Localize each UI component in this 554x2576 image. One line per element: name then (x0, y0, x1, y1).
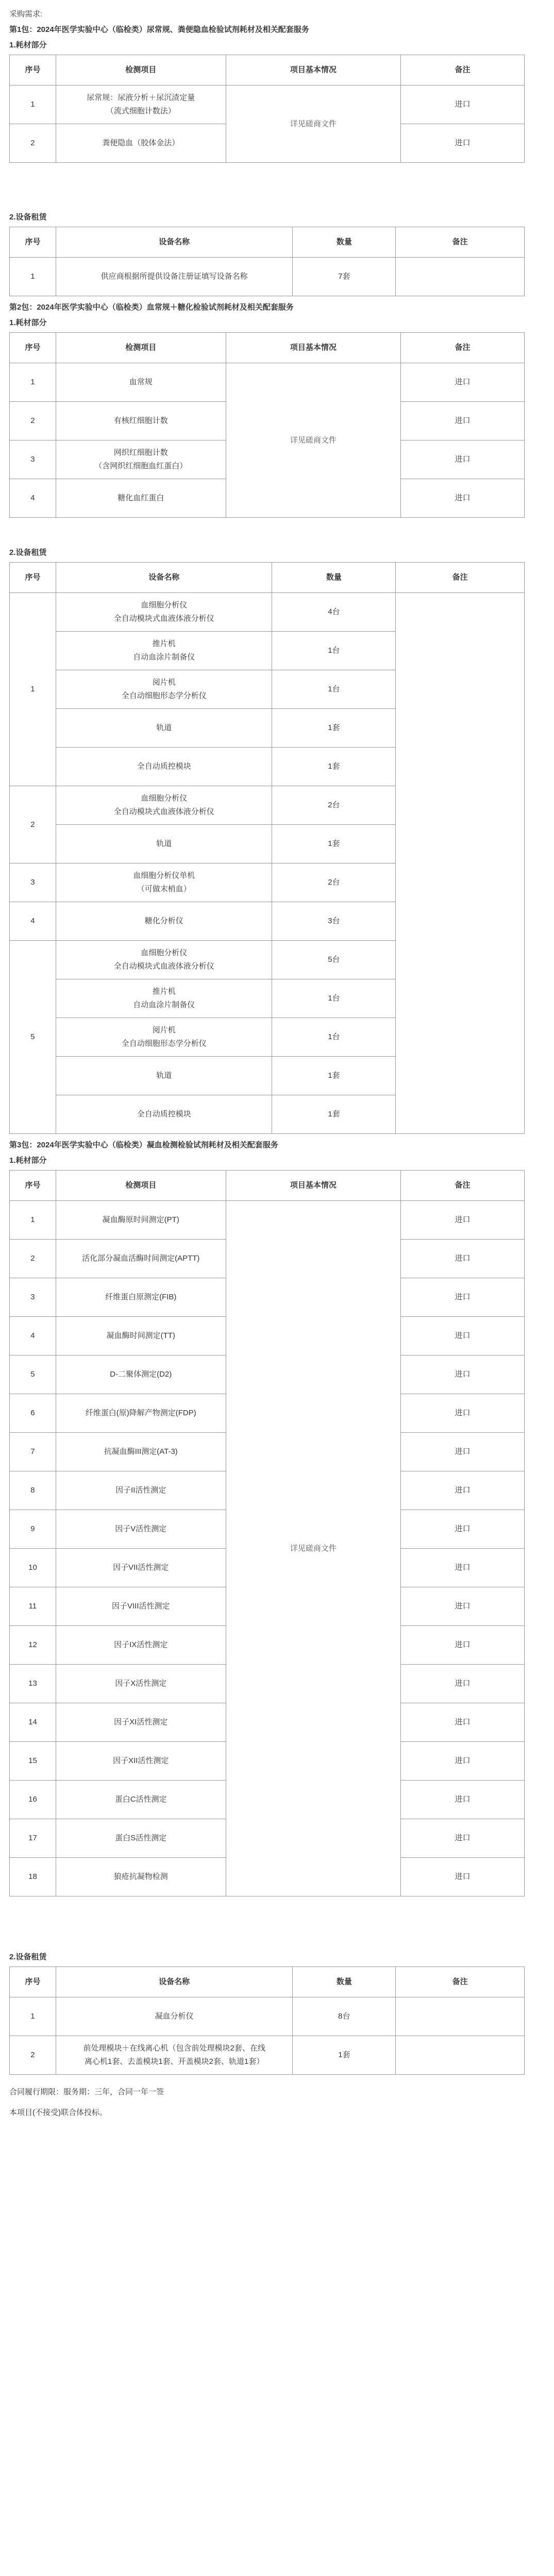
row-index: 5 (10, 1355, 56, 1394)
header-device-name: 设备名称 (56, 1967, 293, 1997)
header-remark: 备注 (396, 563, 525, 593)
test-item: 网织红细胞计数 （含网织红细胞血红蛋白） (56, 440, 226, 479)
basic-info-desc: 详见磋商文件 (226, 86, 401, 163)
row-index: 1 (10, 1201, 56, 1240)
joint-bid-text: 本项目(不接受)联合体投标。 (9, 2108, 107, 2117)
test-item: 蛋白S活性测定 (56, 1819, 226, 1858)
remark: 进口 (401, 1433, 525, 1471)
header-basic-info: 项目基本情况 (226, 1171, 401, 1201)
row-index: 14 (10, 1703, 56, 1742)
device-name: 供应商根据所提供设备注册证填写设备名称 (56, 258, 293, 296)
test-item: 因子VII活性测定 (56, 1549, 226, 1587)
row-index: 4 (10, 479, 56, 518)
row-index: 16 (10, 1781, 56, 1819)
header-index: 序号 (10, 227, 56, 258)
device-name: 血细胞分析仪 全自动模块式血液体液分析仪 (56, 786, 272, 825)
test-item: 凝血酶时间测定(TT) (56, 1317, 226, 1355)
package-2-consumables-heading: 1.耗材部分 (9, 318, 47, 327)
remark: 进口 (401, 1587, 525, 1626)
package-1-consumables-heading: 1.耗材部分 (9, 41, 47, 49)
package-3-consumables-table (9, 1170, 525, 1896)
test-item: 狼疮抗凝物检测 (56, 1858, 226, 1896)
table-row (10, 2036, 525, 2075)
header-index: 序号 (10, 1967, 56, 1997)
device-name: 血细胞分析仪单机 （可做末梢血） (56, 863, 272, 902)
device-name: 推片机 自动血涂片制备仪 (56, 979, 272, 1018)
table-row (10, 86, 525, 124)
row-index: 3 (10, 1278, 56, 1317)
header-test-item: 检测项目 (56, 333, 226, 363)
remark: 进口 (401, 402, 525, 440)
test-item: 凝血酶原时间测定(PT) (56, 1201, 226, 1240)
remark: 进口 (401, 1819, 525, 1858)
remark: 进口 (401, 1510, 525, 1549)
device-name: 阅片机 全自动细胞形态学分析仪 (56, 670, 272, 709)
remark: 进口 (401, 479, 525, 518)
test-item: 有核红细胞计数 (56, 402, 226, 440)
header-basic-info: 项目基本情况 (226, 333, 401, 363)
remark: 进口 (401, 1394, 525, 1433)
device-name: 血细胞分析仪 全自动模块式血液体液分析仪 (56, 593, 272, 632)
remark: 进口 (401, 1240, 525, 1278)
remark: 进口 (401, 1355, 525, 1394)
device-name: 推片机 自动血涂片制备仪 (56, 632, 272, 670)
quantity: 1套 (272, 825, 396, 863)
group-index: 1 (10, 593, 56, 786)
quantity: 1台 (272, 979, 396, 1018)
test-item: 因子V活性测定 (56, 1510, 226, 1549)
header-index: 序号 (10, 1171, 56, 1201)
test-item: 因子XI活性测定 (56, 1703, 226, 1742)
table-row (10, 1997, 525, 2036)
package-3-rental-table (9, 1967, 525, 2075)
row-index: 2 (10, 2036, 56, 2075)
quantity: 5台 (272, 941, 396, 979)
package-3-rental-heading: 2.设备租赁 (9, 1953, 47, 1961)
row-index: 3 (10, 440, 56, 479)
row-index: 12 (10, 1626, 56, 1665)
test-item: 尿常规：尿液分析＋尿沉渣定量 （流式细胞计数法） (56, 86, 226, 124)
row-index: 9 (10, 1510, 56, 1549)
device-name: 前处理模块＋在线离心机（包含前处理模块2套、在线 离心机1套、去盖模块1套、开盖模块2套、轨道1套） (56, 2036, 293, 2075)
header-test-item: 检测项目 (56, 1171, 226, 1201)
row-index: 7 (10, 1433, 56, 1471)
test-item: 糖化血红蛋白 (56, 479, 226, 518)
test-item: 因子XII活性测定 (56, 1742, 226, 1781)
group-index: 4 (10, 902, 56, 941)
test-item: 因子IX活性测定 (56, 1626, 226, 1665)
quantity: 1套 (293, 2036, 396, 2075)
quantity: 8台 (293, 1997, 396, 2036)
header-remark: 备注 (396, 227, 525, 258)
header-remark: 备注 (401, 55, 525, 86)
remark: 进口 (401, 1201, 525, 1240)
device-name: 轨道 (56, 709, 272, 748)
device-name: 轨道 (56, 1057, 272, 1095)
quantity: 1台 (272, 670, 396, 709)
header-index: 序号 (10, 55, 56, 86)
remark (396, 2036, 525, 2075)
quantity: 1套 (272, 1057, 396, 1095)
remark: 进口 (401, 1703, 525, 1742)
group-index: 5 (10, 941, 56, 1134)
header-device-name: 设备名称 (56, 563, 272, 593)
remark (396, 593, 525, 1134)
table-row (10, 258, 525, 296)
remark: 进口 (401, 1626, 525, 1665)
row-index: 1 (10, 1997, 56, 2036)
test-item: 血常规 (56, 363, 226, 402)
quantity: 1套 (272, 709, 396, 748)
test-item: 因子II活性测定 (56, 1471, 226, 1510)
device-name: 全自动质控模块 (56, 748, 272, 786)
group-index: 3 (10, 863, 56, 902)
intro-text: 采购需求: (9, 10, 43, 19)
quantity: 2台 (272, 863, 396, 902)
quantity: 7套 (293, 258, 396, 296)
header-quantity: 数量 (293, 1967, 396, 1997)
table-row (10, 1201, 525, 1240)
remark: 进口 (401, 124, 525, 163)
test-item: 因子X活性测定 (56, 1665, 226, 1703)
header-basic-info: 项目基本情况 (226, 55, 401, 86)
basic-info-desc: 详见磋商文件 (226, 363, 401, 518)
contract-term-text: 合同履行期限：服务期：三年，合同一年一签 (9, 2088, 164, 2096)
quantity: 1台 (272, 632, 396, 670)
device-name: 全自动质控模块 (56, 1095, 272, 1134)
quantity: 2台 (272, 786, 396, 825)
test-item: 蛋白C活性测定 (56, 1781, 226, 1819)
quantity: 1台 (272, 1018, 396, 1057)
package-1-consumables-table (9, 55, 525, 163)
row-index: 15 (10, 1742, 56, 1781)
row-index: 1 (10, 363, 56, 402)
row-index: 17 (10, 1819, 56, 1858)
header-quantity: 数量 (272, 563, 396, 593)
remark: 进口 (401, 1471, 525, 1510)
test-item: 因子VIII活性测定 (56, 1587, 226, 1626)
quantity: 3台 (272, 902, 396, 941)
header-remark: 备注 (401, 1171, 525, 1201)
remark: 进口 (401, 1549, 525, 1587)
test-item: 抗凝血酶III测定(AT-3) (56, 1433, 226, 1471)
header-index: 序号 (10, 333, 56, 363)
row-index: 1 (10, 86, 56, 124)
package-2-consumables-table (9, 332, 525, 518)
package-3-consumables-heading: 1.耗材部分 (9, 1156, 47, 1165)
remark: 进口 (401, 1858, 525, 1896)
device-name: 血细胞分析仪 全自动模块式血液体液分析仪 (56, 941, 272, 979)
package-2-rental-table (9, 562, 525, 1134)
quantity: 1套 (272, 748, 396, 786)
row-index: 1 (10, 258, 56, 296)
test-item: 活化部分凝血活酶时间测定(APTT) (56, 1240, 226, 1278)
package-2-rental-heading: 2.设备租赁 (9, 548, 47, 557)
header-index: 序号 (10, 563, 56, 593)
row-index: 2 (10, 402, 56, 440)
basic-info-desc: 详见磋商文件 (226, 1201, 401, 1896)
table-row (10, 363, 525, 402)
remark: 进口 (401, 1317, 525, 1355)
row-index: 2 (10, 1240, 56, 1278)
remark: 进口 (401, 1665, 525, 1703)
remark: 进口 (401, 1742, 525, 1781)
row-index: 2 (10, 124, 56, 163)
header-quantity: 数量 (293, 227, 396, 258)
device-name: 阅片机 全自动细胞形态学分析仪 (56, 1018, 272, 1057)
row-index: 10 (10, 1549, 56, 1587)
quantity: 4台 (272, 593, 396, 632)
package-3-title: 第3包：2024年医学实验中心（临检类）凝血检测检验试剂耗材及相关配套服务 (9, 1141, 278, 1149)
header-remark: 备注 (396, 1967, 525, 1997)
quantity: 1套 (272, 1095, 396, 1134)
header-test-item: 检测项目 (56, 55, 226, 86)
package-1-rental-table (9, 227, 525, 296)
remark (396, 258, 525, 296)
remark: 进口 (401, 363, 525, 402)
test-item: 粪便隐血（胶体金法） (56, 124, 226, 163)
device-name: 轨道 (56, 825, 272, 863)
test-item: 纤维蛋白原测定(FIB) (56, 1278, 226, 1317)
row-index: 4 (10, 1317, 56, 1355)
remark: 进口 (401, 1781, 525, 1819)
header-remark: 备注 (401, 333, 525, 363)
package-2-title: 第2包：2024年医学实验中心（临检类）血常规＋糖化检验试剂耗材及相关配套服务 (9, 303, 294, 312)
row-index: 18 (10, 1858, 56, 1896)
row-index: 11 (10, 1587, 56, 1626)
remark: 进口 (401, 86, 525, 124)
device-name: 凝血分析仪 (56, 1997, 293, 2036)
row-index: 8 (10, 1471, 56, 1510)
remark: 进口 (401, 440, 525, 479)
header-device-name: 设备名称 (56, 227, 293, 258)
group-index: 2 (10, 786, 56, 863)
device-name: 糖化分析仪 (56, 902, 272, 941)
package-1-title: 第1包：2024年医学实验中心（临检类）尿常规、粪便隐血检验试剂耗材及相关配套服务 (9, 25, 309, 34)
test-item: 纤维蛋白(原)降解产物测定(FDP) (56, 1394, 226, 1433)
row-index: 6 (10, 1394, 56, 1433)
remark: 进口 (401, 1278, 525, 1317)
test-item: D-二聚体测定(D2) (56, 1355, 226, 1394)
row-index: 13 (10, 1665, 56, 1703)
package-1-rental-heading: 2.设备租赁 (9, 213, 47, 222)
table-row (10, 593, 525, 632)
remark (396, 1997, 525, 2036)
